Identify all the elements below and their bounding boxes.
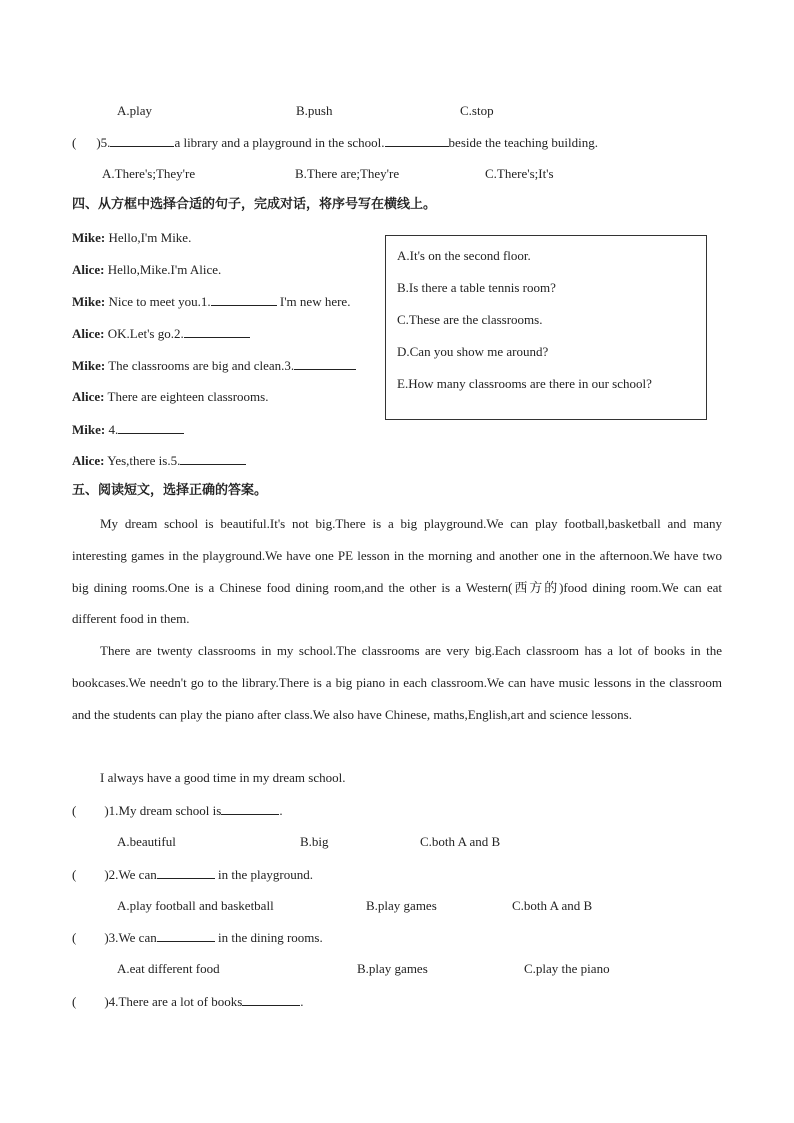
answer-blank[interactable] xyxy=(184,324,250,338)
answer-blank[interactable] xyxy=(385,133,449,147)
section-5-title: 五、阅读短文，选择正确的答案。 xyxy=(72,483,268,498)
option-a: A.play xyxy=(117,103,153,118)
question-number: )5. xyxy=(96,135,111,150)
dialogue-line: Mike: Hello,I'm Mike. xyxy=(72,230,192,245)
passage-paragraph: My dream school is beautiful.It's not big.There is a big playground.We can play football,basketball and many interesting games in the playground.We have one PE lesson in the morning and another one in the afternoon.We have two big dining rooms.One is a Chinese food dining room,and the other is a Western(西方的)food dining room.We can eat different food in them. xyxy=(72,516,722,627)
dialogue-line: Alice: Yes,there is.5. xyxy=(72,451,246,470)
answer-blank[interactable] xyxy=(211,292,277,306)
question-text: a library and a playground in the school. xyxy=(174,135,385,150)
option-c: C.There's;It's xyxy=(485,166,554,181)
box-option-a: A.It's on the second floor. xyxy=(397,248,531,263)
option-a: A.play football and basketball xyxy=(117,898,274,913)
question-4: ( )4.There are a lot of books . xyxy=(72,994,304,1009)
option-b: B.big xyxy=(300,834,329,849)
answer-blank[interactable] xyxy=(221,801,279,815)
option-b: B.There are;They're xyxy=(295,166,400,181)
answer-blank[interactable] xyxy=(157,865,215,879)
box-option-d: D.Can you show me around? xyxy=(397,344,549,359)
answer-blank[interactable] xyxy=(157,928,215,942)
question-5 xyxy=(72,133,598,152)
section-4-title: 四、从方框中选择合适的句子，完成对话，将序号写在横线上。 xyxy=(72,197,437,212)
answer-blank[interactable] xyxy=(294,356,356,370)
question-3: ( )3.We can in the dining rooms. xyxy=(72,930,323,945)
answer-paren: ( xyxy=(72,135,77,150)
answer-blank[interactable] xyxy=(118,420,184,434)
box-option-b: B.Is there a table tennis room? xyxy=(397,280,556,295)
dialogue-line: Alice: There are eighteen classrooms. xyxy=(72,389,269,404)
dialogue-line: Alice: OK.Let's go.2. xyxy=(72,324,250,343)
box-option-c: C.These are the classrooms. xyxy=(397,312,543,327)
dialogue-line: Alice: Hello,Mike.I'm Alice. xyxy=(72,262,222,277)
option-c: C.both A and B xyxy=(512,898,593,913)
option-b: B.play games xyxy=(357,961,428,976)
option-a: A.There's;They're xyxy=(102,166,196,181)
answer-blank[interactable] xyxy=(180,451,246,465)
question-2: ( )2.We can in the playground. xyxy=(72,867,313,882)
passage-paragraph: I always have a good time in my dream school. xyxy=(100,770,346,785)
answer-blank[interactable] xyxy=(110,133,174,147)
dialogue-line: Mike: The classrooms are big and clean.3. xyxy=(72,356,356,375)
dialogue-line: Mike: 4. xyxy=(72,420,184,439)
option-c: C.stop xyxy=(460,103,494,118)
box-option-e: E.How many classrooms are there in our school? xyxy=(397,376,652,391)
option-c: C.play the piano xyxy=(524,961,610,976)
option-b: B.play games xyxy=(366,898,437,913)
dialogue-line: Mike: Nice to meet you.1. I'm new here. xyxy=(72,294,351,309)
option-a: A.eat different food xyxy=(117,961,220,976)
answer-blank[interactable] xyxy=(242,992,300,1006)
option-a: A.beautiful xyxy=(117,834,176,849)
option-c: C.both A and B xyxy=(420,834,501,849)
question-1: ( )1.My dream school is . xyxy=(72,803,283,818)
option-b: B.push xyxy=(296,103,333,118)
question-text-end: beside the teaching building. xyxy=(448,135,599,150)
passage-paragraph: There are twenty classrooms in my school.The classrooms are very big.Each classroom has a lot of books in the bookcases.We needn't go to the library.There is a big piano in each classroom.We can have music lessons in the classroom and the students can play the piano after class.We also have Chinese, maths,English,art and science lessons. xyxy=(72,643,722,722)
